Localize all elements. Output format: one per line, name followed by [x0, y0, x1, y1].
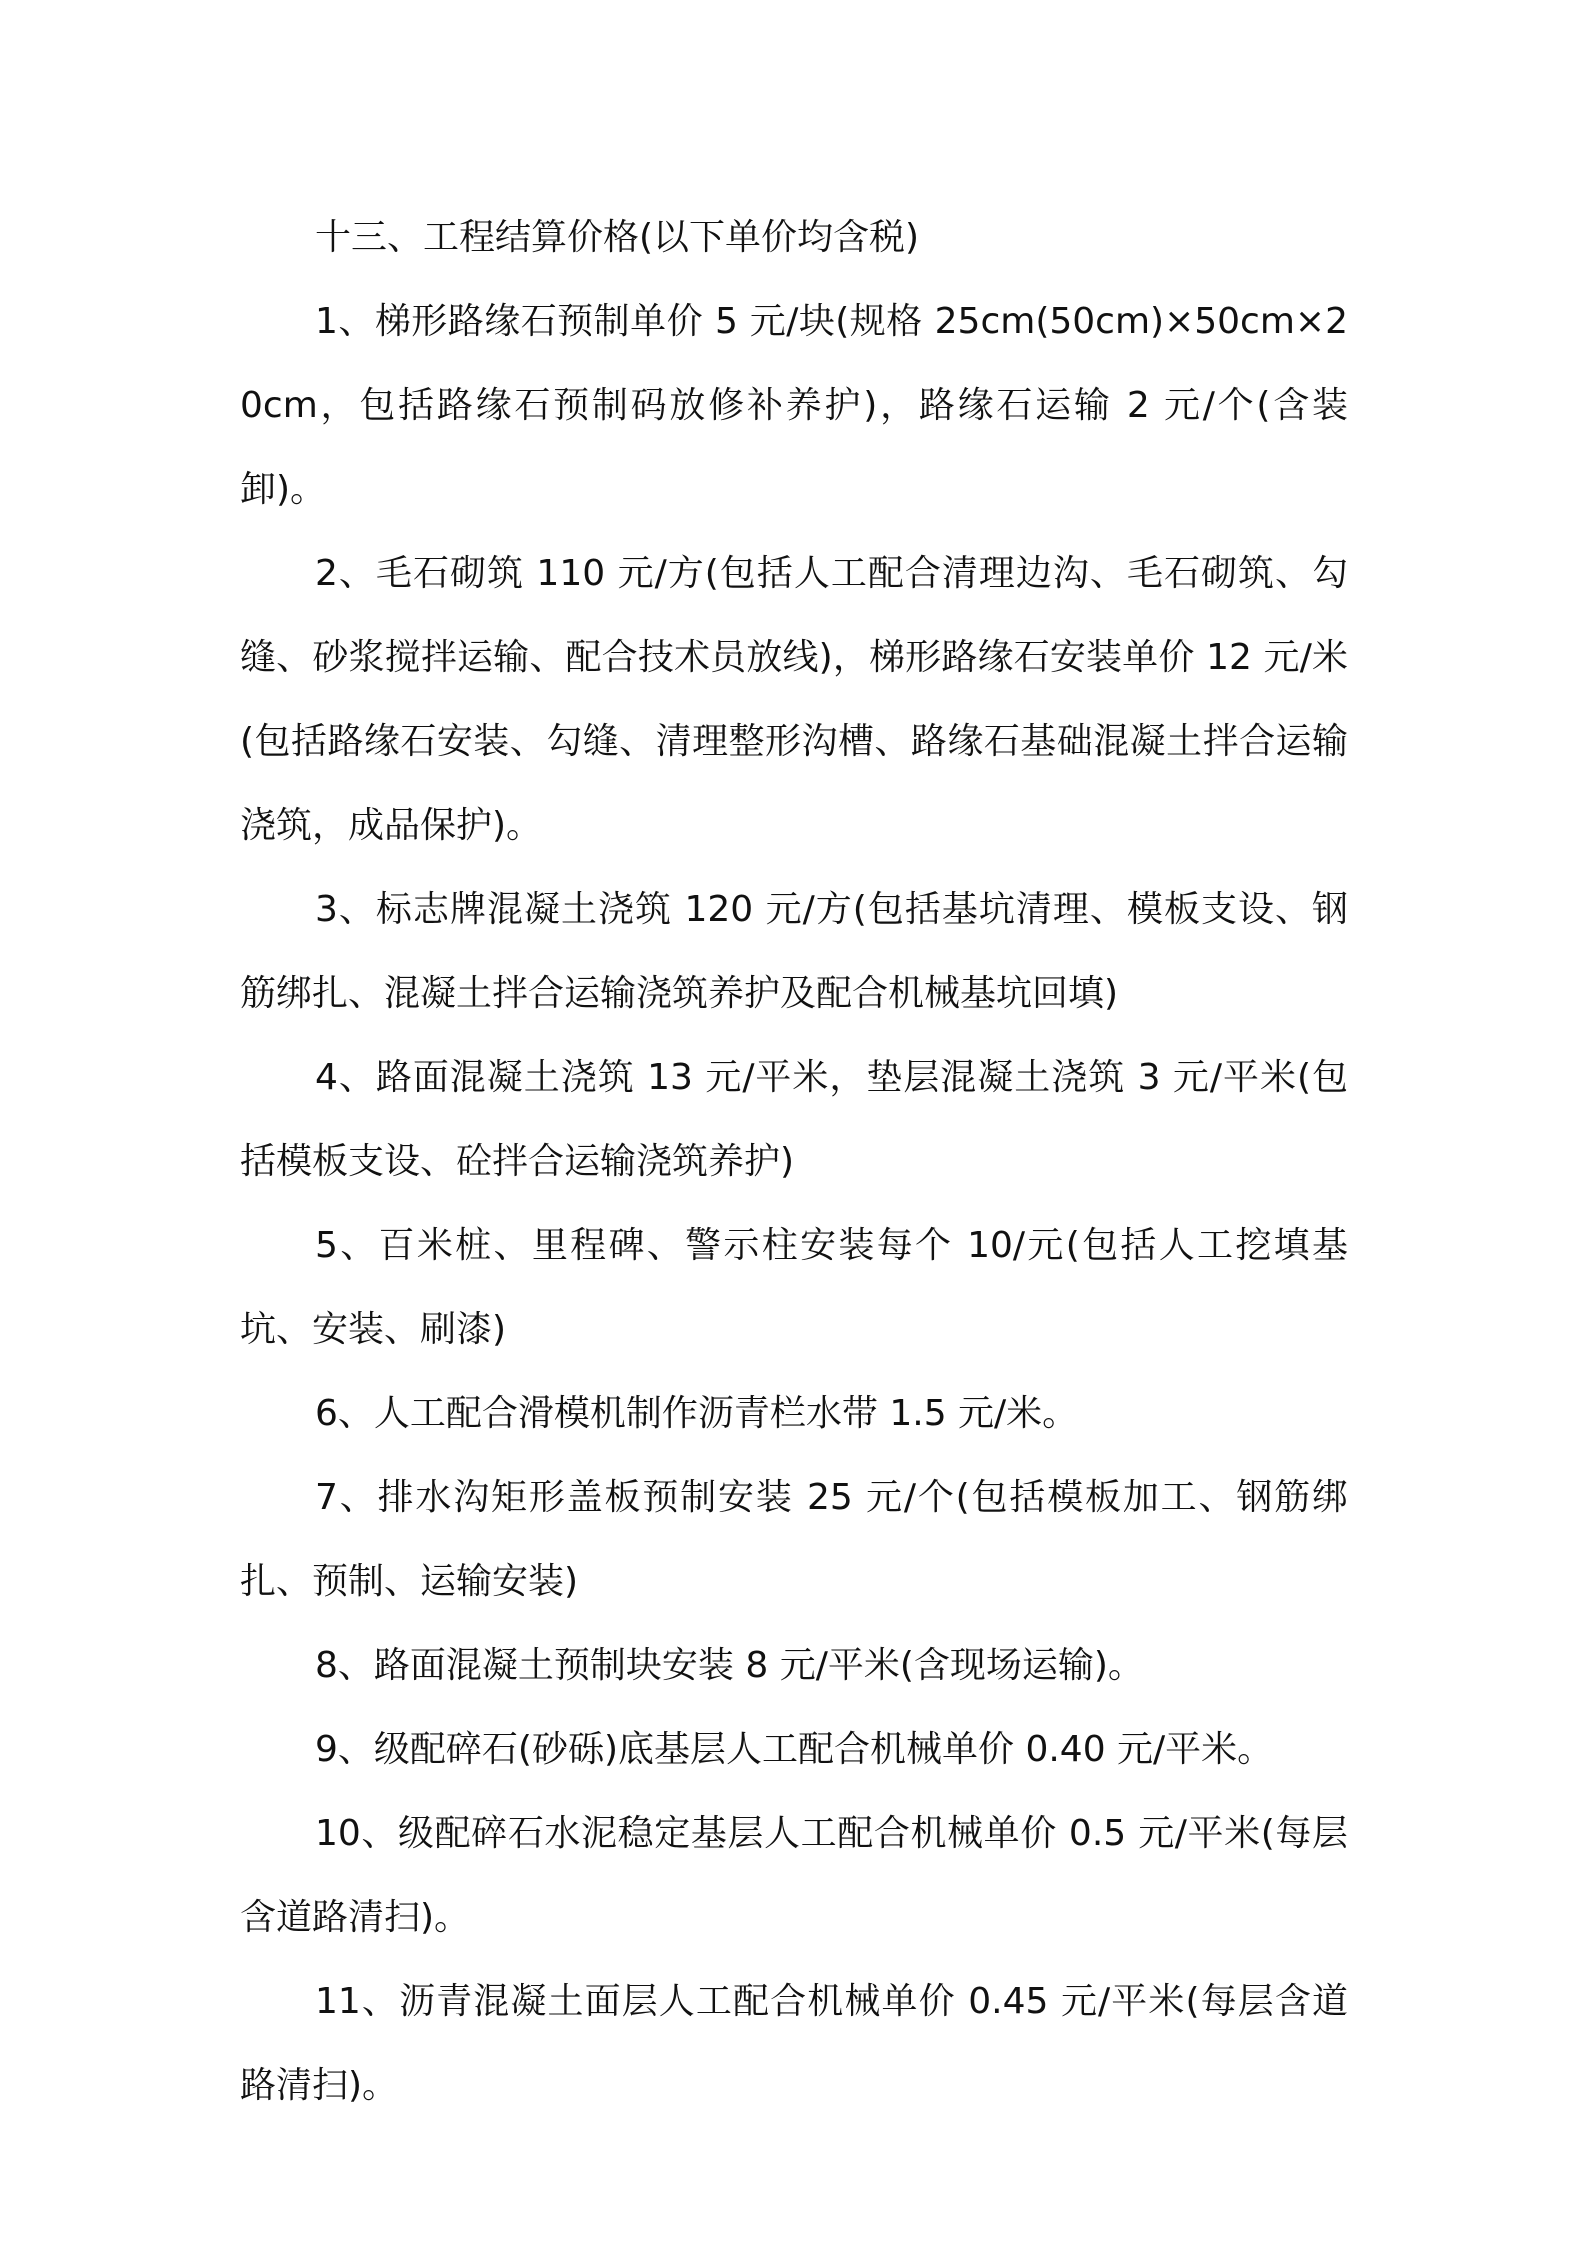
price-item-10: 10、级配碎石水泥稳定基层人工配合机械单价 0.5 元/平米(每层含道路清扫)。 — [240, 1813, 1348, 1938]
section-heading: 十三、工程结算价格(以下单价均含税) — [315, 217, 920, 258]
price-item-1: 1、梯形路缘石预制单价 5 元/块(规格 25cm(50cm)×50cm×20cm，包括路缘石预制码放修补养护)，路缘石运输 2 元/个(含装卸)。 — [240, 301, 1348, 510]
price-item-7: 7、排水沟矩形盖板预制安装 25 元/个(包括模板加工、钢筋绑扎、预制、运输安装) — [240, 1477, 1348, 1602]
price-item-11: 11、沥青混凝土面层人工配合机械单价 0.45 元/平米(每层含道路清扫)。 — [240, 1981, 1348, 2106]
price-item-4: 4、路面混凝土浇筑 13 元/平米，垫层混凝土浇筑 3 元/平米(包括模板支设、砼拌合运输浇筑养护) — [240, 1057, 1348, 1182]
price-item-2: 2、毛石砌筑 110 元/方(包括人工配合清理边沟、毛石砌筑、勾缝、砂浆搅拌运输、配合技术员放线)，梯形路缘石安装单价 12 元/米(包括路缘石安装、勾缝、清理整形沟槽、路缘石基础混凝土拌合运输浇筑，成品保护)。 — [240, 553, 1348, 846]
price-item-9: 9、级配碎石(砂砾)底基层人工配合机械单价 0.40 元/平米。 — [315, 1729, 1274, 1770]
document-body — [240, 196, 1348, 2128]
price-item-3: 3、标志牌混凝土浇筑 120 元/方(包括基坑清理、模板支设、钢筋绑扎、混凝土拌合运输浇筑养护及配合机械基坑回填) — [240, 889, 1348, 1014]
price-item-5: 5、百米桩、里程碑、警示柱安装每个 10/元(包括人工挖填基坑、安装、刷漆) — [240, 1225, 1348, 1350]
price-item-8: 8、路面混凝土预制块安装 8 元/平米(含现场运输)。 — [315, 1645, 1144, 1686]
price-item-6: 6、人工配合滑模机制作沥青栏水带 1.5 元/米。 — [315, 1393, 1079, 1434]
